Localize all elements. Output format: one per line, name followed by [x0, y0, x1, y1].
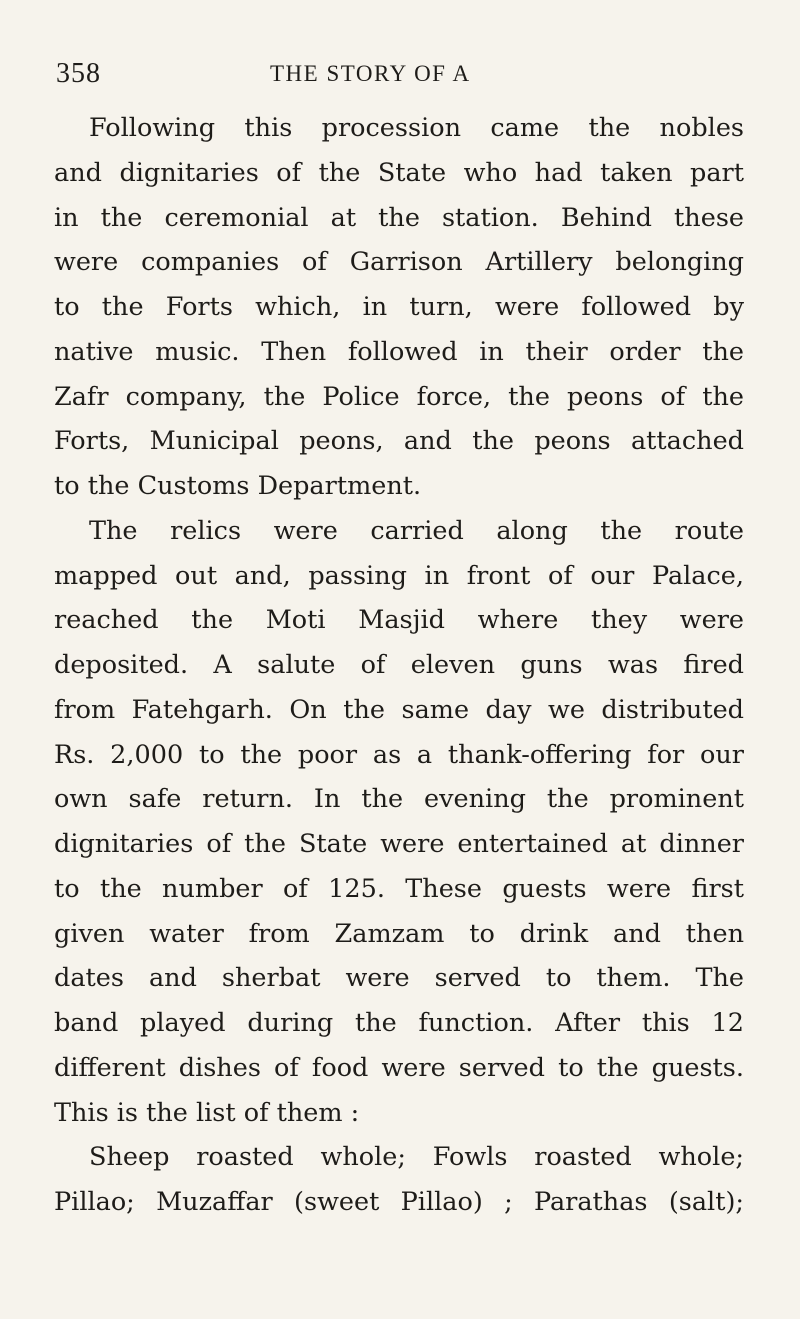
text-line: given water from Zamzam to drink and then — [54, 918, 744, 949]
text-line: band played during the function. After this 12 — [54, 1008, 744, 1038]
running-head — [0, 58, 800, 94]
text-line: Sheep roasted whole; Fowls roasted whole; — [89, 1142, 744, 1173]
text-line: reached the Moti Masjid where they were — [54, 605, 744, 636]
text-line: mapped out and, passing in front of our Palace, — [54, 560, 744, 591]
text-line: deposited. A salute of eleven guns was fired — [54, 650, 744, 680]
text-line: dignitaries of the State were entertained at dinner — [54, 829, 744, 859]
text-line: different dishes of food were served to the guests. — [54, 1052, 744, 1083]
text-line: Rs. 2,000 to the poor as a thank-offering for our — [54, 739, 744, 770]
text-line: in the ceremonial at the station. Behind these — [54, 202, 744, 233]
running-title: THE STORY OF A — [270, 61, 471, 86]
text-line: from Fatehgarh. On the same day we distributed — [54, 694, 744, 725]
text-line: were companies of Garrison Artillery belonging — [54, 247, 744, 278]
text-line: This is the list of them : — [54, 1097, 360, 1128]
text-line: to the Forts which, in turn, were followed by — [54, 292, 744, 322]
text-line: own safe return. In the evening the prominent — [54, 784, 744, 815]
text-line: to the Customs Department. — [54, 471, 422, 501]
text-line: dates and sherbat were served to them. The — [54, 963, 744, 994]
text-line: The relics were carried along the route — [89, 515, 744, 546]
text-line: native music. Then followed in their order the — [54, 336, 744, 367]
text-line: Zafr company, the Police force, the peons of the — [54, 381, 744, 412]
text-line: to the number of 125. These guests were first — [54, 873, 744, 904]
text-line: and dignitaries of the State who had taken part — [54, 157, 744, 188]
body-text — [54, 106, 744, 1225]
text-line: Forts, Municipal peons, and the peons attached — [54, 426, 744, 457]
text-line: Pillao; Muzaffar (sweet Pillao) ; Parathas (salt); — [54, 1187, 744, 1217]
page-number: 358 — [56, 58, 101, 89]
text-line: Following this procession came the nobles — [89, 113, 744, 143]
